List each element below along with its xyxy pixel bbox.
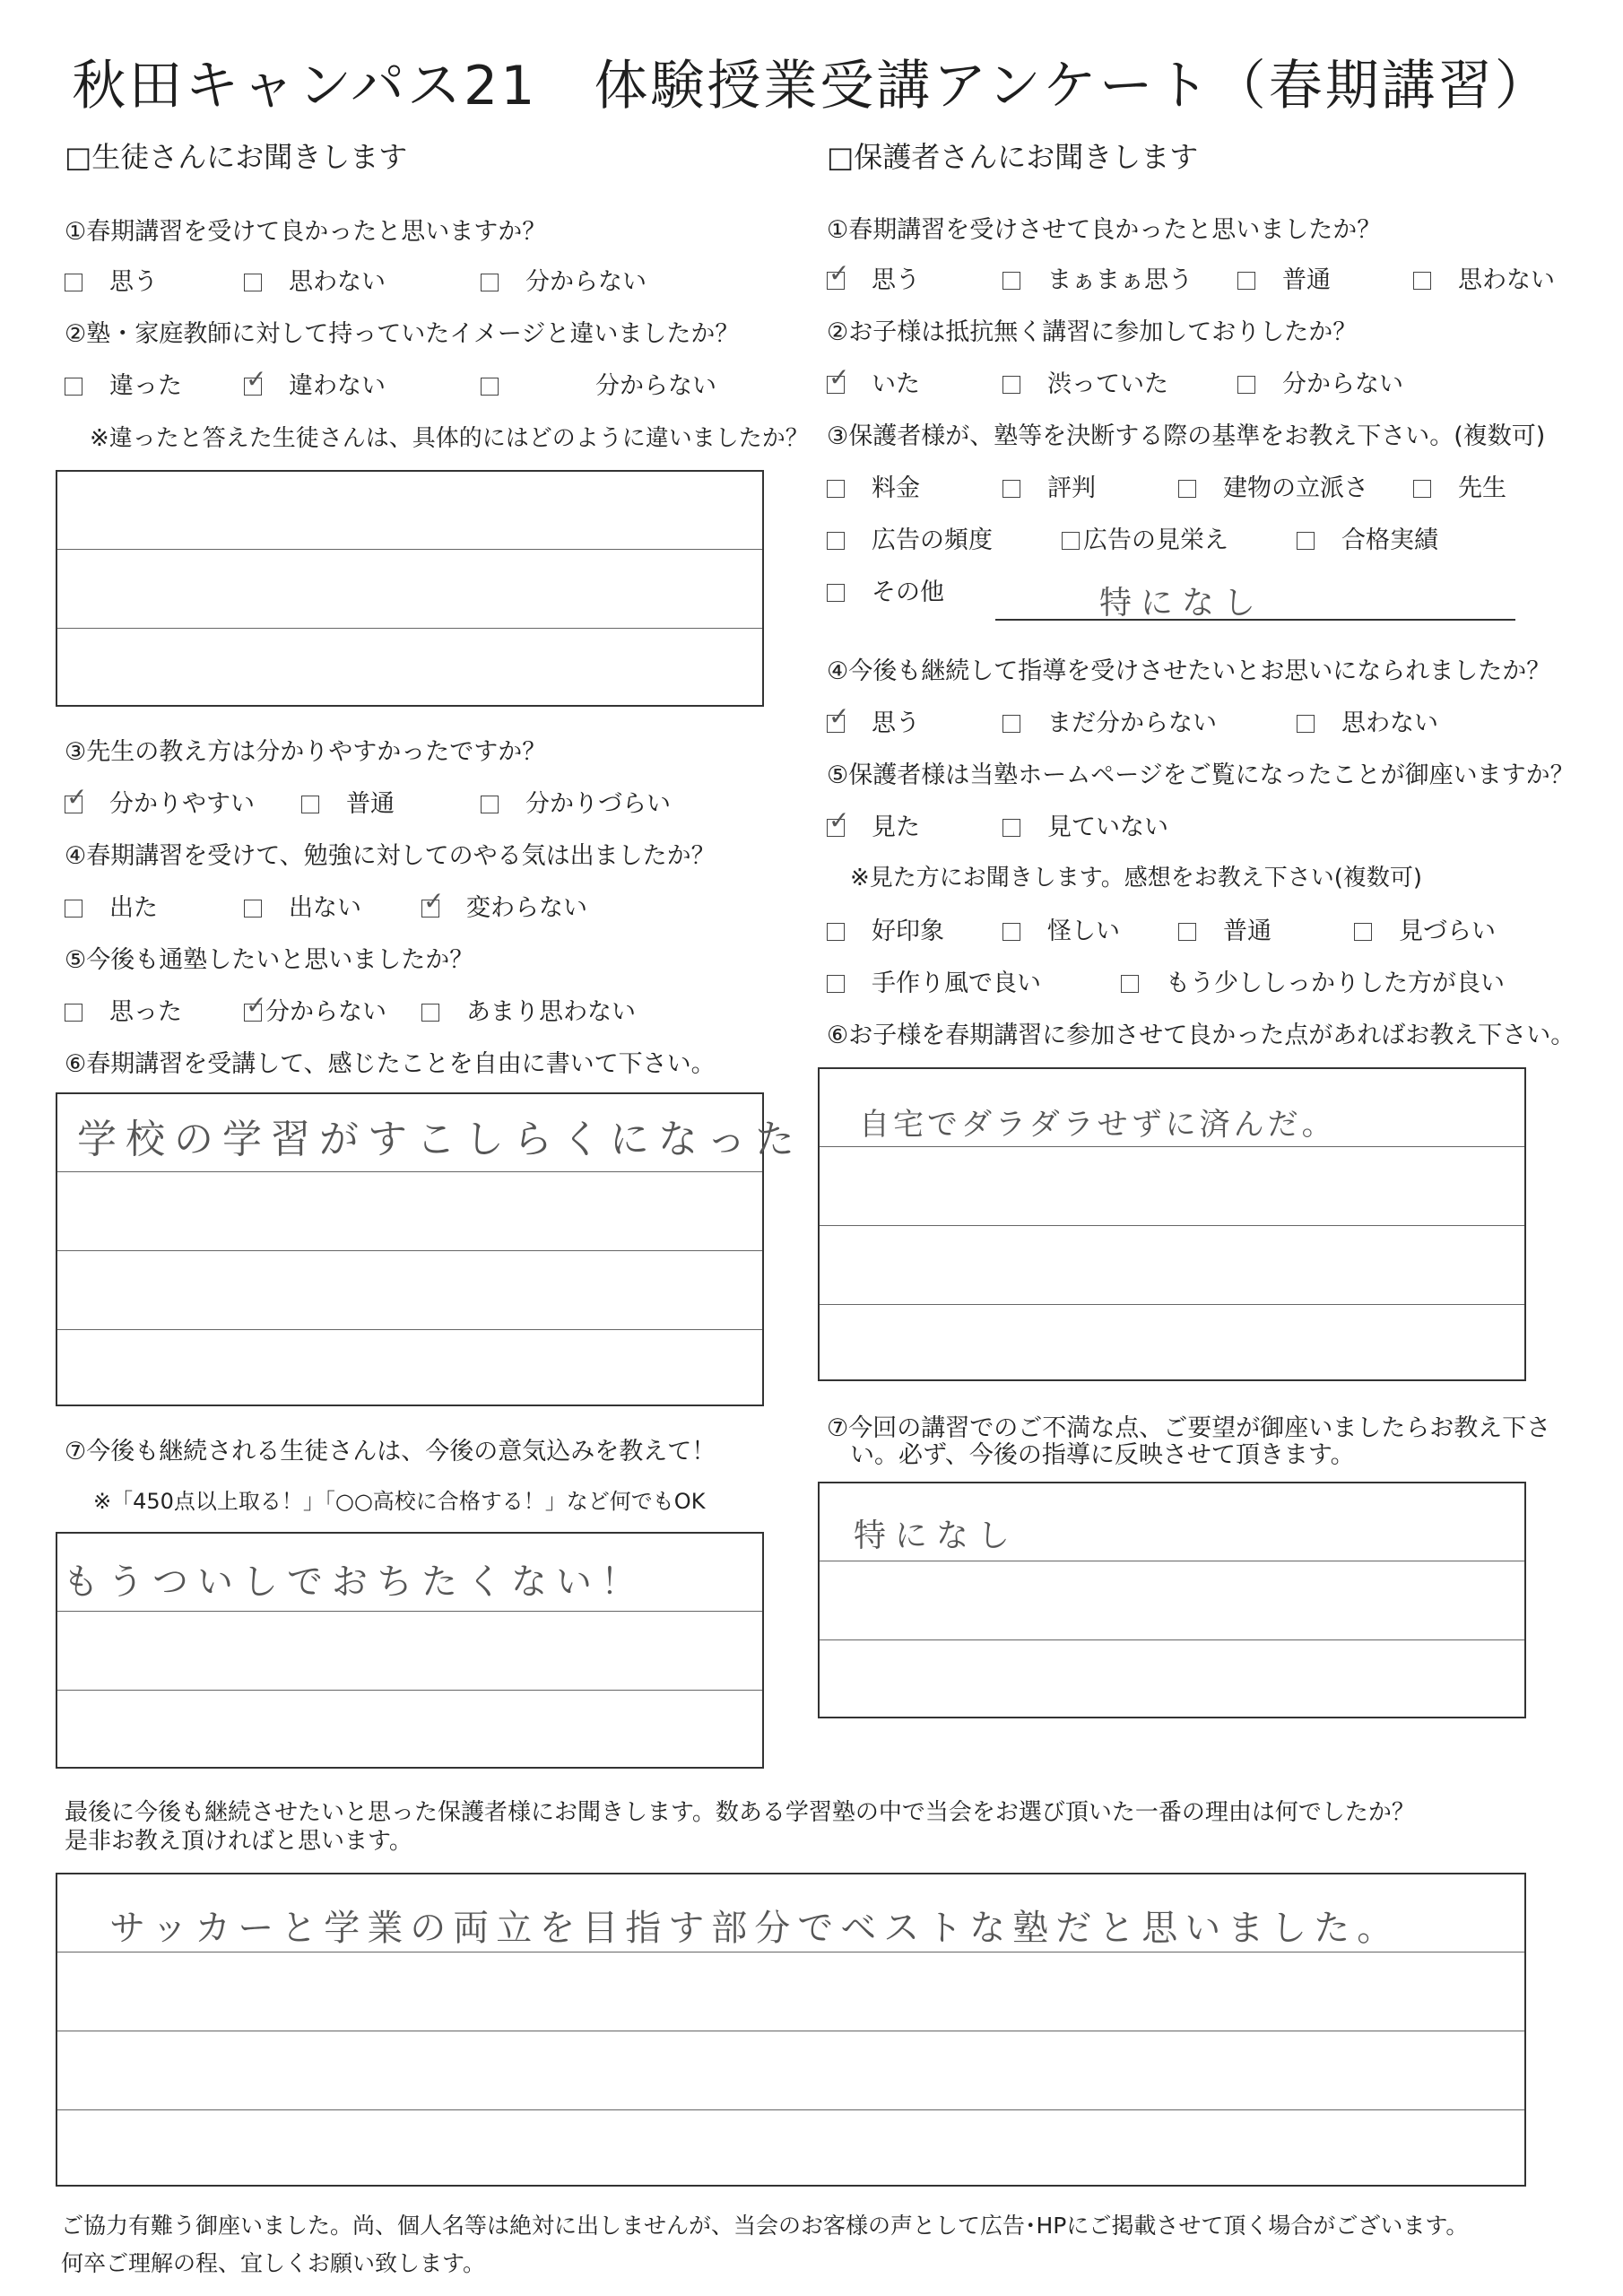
parent-q1-option-2[interactable]: まぁまぁ思う	[1002, 260, 1193, 295]
checkbox-checked[interactable]	[827, 805, 850, 837]
student-q5-option-3[interactable]: あまり思わない	[421, 992, 636, 1027]
final-question-line1: 最後に今後も継続させたいと思った保護者様にお聞きします。数ある学習塾の中で当会をお選び頂いた一番の理由は何でしたか？	[65, 1799, 1415, 1826]
parent-q5-text: ⑤保護者様は当塾ホームページをご覧になったことが御座いますか？	[827, 761, 1575, 789]
final-handwritten-answer: サッカーと学業の両立を目指す部分でベストな塾だと思いました。	[109, 1908, 1401, 1949]
ruled-line	[820, 1304, 1524, 1305]
ruled-line	[57, 1611, 762, 1612]
checkmark-icon: ✓	[829, 362, 850, 392]
checkbox[interactable]	[1062, 532, 1080, 550]
ruled-line	[57, 1690, 762, 1691]
student-q2-answer-box[interactable]	[56, 470, 764, 707]
checkbox[interactable]	[301, 796, 319, 813]
parent-q5-impression-6[interactable]: もう少ししっかりした方が良い	[1121, 963, 1505, 998]
student-q2-note: ※違ったと答えた生徒さんは、具体的にはどのように違いましたか？	[90, 425, 809, 452]
checkbox[interactable]	[481, 378, 499, 396]
footer-line1: ご協力有難う御座いました。尚、個人名等は絶対に出しませんが、当会のお客様の声として広告･HPにご掲載させて頂く場合がございます。	[61, 2213, 1469, 2239]
checkbox[interactable]	[827, 480, 845, 498]
student-q3-option-3[interactable]: 分かりづらい	[481, 784, 671, 819]
checkmark-icon: ✓	[829, 258, 850, 288]
parent-q4-option-1[interactable]: ✓ 思う	[829, 701, 920, 737]
parent-q7-handwritten-answer: 特になし	[854, 1518, 1020, 1554]
student-q3-option-1[interactable]: ✓ 分かりやすい	[66, 782, 255, 818]
checkbox[interactable]	[481, 274, 499, 291]
checkbox-checked[interactable]	[421, 886, 445, 918]
checkbox[interactable]	[1002, 819, 1020, 837]
checkbox[interactable]	[1178, 480, 1196, 498]
checkbox[interactable]	[1413, 272, 1431, 290]
checkmark-icon: ✓	[829, 701, 850, 731]
student-q2-option-3[interactable]: 分からない	[481, 366, 716, 401]
checkmark-icon: ✓	[246, 990, 267, 1020]
checkbox[interactable]	[1297, 532, 1315, 550]
parent-q4-option-3[interactable]: 思わない	[1297, 703, 1438, 738]
student-q7-text: ⑦今後も継続される生徒さんは、今後の意気込みを教えて！	[65, 1438, 716, 1465]
checkbox[interactable]	[1002, 480, 1020, 498]
ruled-line	[820, 1639, 1524, 1640]
checkbox[interactable]	[1002, 715, 1020, 733]
checkbox-checked[interactable]	[827, 258, 850, 290]
checkbox[interactable]	[827, 532, 845, 550]
page-title: 秋田キャンパス21 体験授業受講アンケート（春期講習）	[72, 55, 1551, 117]
parent-q2-option-1[interactable]: ✓ いた	[829, 362, 920, 398]
parent-q1-option-3[interactable]: 普通	[1237, 260, 1331, 295]
student-q1-option-1[interactable]: 思う	[65, 262, 158, 297]
checkbox[interactable]	[65, 378, 82, 396]
parent-q5-note: ※見た方にお聞きします。感想をお教え下さい(複数可)	[850, 865, 1422, 891]
checkmark-icon: ✓	[66, 782, 88, 812]
checkbox[interactable]	[1413, 480, 1431, 498]
ruled-line	[57, 628, 762, 629]
parent-q3-option-3[interactable]: 建物の立派さ	[1178, 468, 1368, 503]
parent-q3-option-1[interactable]: 料金	[827, 468, 920, 503]
student-q4-text: ④春期講習を受けて、勉強に対してのやる気は出ましたか？	[65, 842, 716, 870]
student-q2-text: ②塾・家庭教師に対して持っていたイメージと違いましたか？	[65, 320, 740, 348]
student-q4-option-3[interactable]: ✓ 変わらない	[423, 886, 587, 922]
checkbox[interactable]	[1178, 923, 1196, 941]
student-q7-handwritten-answer: もうついしでおちたくない！	[63, 1561, 646, 1603]
final-question-line2: 是非お教え頂ければと思います。	[65, 1828, 412, 1855]
checkbox[interactable]	[65, 1004, 82, 1022]
parent-q1-option-4[interactable]: 思わない	[1413, 260, 1555, 295]
ruled-line	[57, 1250, 762, 1251]
parent-q2-text: ②お子様は抵抗無く講習に参加しておりしたか？	[827, 318, 1358, 346]
student-q1-option-2[interactable]: 思わない	[244, 262, 386, 297]
parent-q3-option-5[interactable]: 広告の頻度	[827, 520, 993, 555]
parent-q6-text: ⑥お子様を春期講習に参加させて良かった点があればお教え下さい。	[827, 1022, 1575, 1049]
parent-q4-text: ④今後も継続して指導を受けさせたいとお思いになられましたか？	[827, 657, 1551, 685]
ruled-line	[57, 549, 762, 550]
checkbox[interactable]	[65, 274, 82, 291]
checkbox[interactable]	[244, 900, 262, 918]
checkbox-checked[interactable]	[244, 990, 267, 1022]
ruled-line	[57, 1171, 762, 1172]
student-q4-option-1[interactable]: 出た	[65, 888, 158, 923]
parent-q3-option-4[interactable]: 先生	[1413, 468, 1506, 503]
checkbox-checked[interactable]	[65, 782, 88, 813]
checkbox[interactable]	[1121, 975, 1139, 993]
parent-q3-option-2[interactable]: 評判	[1002, 468, 1096, 503]
student-q5-option-1[interactable]: 思った	[65, 992, 182, 1027]
parent-q5-impression-4[interactable]: 見づらい	[1354, 911, 1496, 946]
student-q6-handwritten-answer: 学校の学習がすこしらくになった	[77, 1117, 803, 1162]
ruled-line	[820, 1225, 1524, 1226]
parent-q3-option-7[interactable]: 合格実績	[1297, 520, 1438, 555]
parent-section-heading: □保護者さんにお聞きします	[827, 140, 1199, 174]
parent-q7-text-line2: い。必ず、今後の指導に反映させて頂きます。	[850, 1441, 1355, 1469]
parent-q1-option-1[interactable]: ✓ 思う	[829, 258, 920, 294]
student-q3-option-2[interactable]: 普通	[301, 784, 395, 819]
parent-q3-option-other[interactable]: その他	[827, 572, 944, 607]
parent-q2-option-2[interactable]: 渋っていた	[1002, 364, 1168, 399]
student-q2-option-2[interactable]: ✓ 違わない	[246, 364, 386, 400]
checkbox-checked[interactable]	[244, 364, 267, 396]
checkbox[interactable]	[827, 584, 845, 602]
checkbox[interactable]	[1002, 923, 1020, 941]
student-q7-note: ※「450点以上取る！」「○○高校に合格する！」など何でもOK	[93, 1489, 706, 1514]
student-q3-text: ③先生の教え方は分かりやすかったですか？	[65, 738, 547, 766]
checkbox[interactable]	[827, 923, 845, 941]
checkbox[interactable]	[1002, 376, 1020, 394]
parent-q7-text-line1: ⑦今回の講習でのご不満な点、ご要望が御座いましたらお教え下さ	[827, 1414, 1551, 1442]
checkmark-icon: ✓	[246, 364, 267, 394]
student-q2-option-1[interactable]: 違った	[65, 366, 182, 401]
checkbox[interactable]	[421, 1004, 439, 1022]
parent-q5-option-1[interactable]: ✓ 見た	[829, 805, 920, 841]
parent-q3-option-6[interactable]: 広告の見栄え	[1062, 520, 1228, 555]
checkbox-checked[interactable]	[827, 362, 850, 394]
parent-q3-other-handwritten-answer: 特になし	[1099, 585, 1265, 622]
checkbox[interactable]	[1297, 715, 1315, 733]
student-q1-option-3[interactable]: 分からない	[481, 262, 647, 297]
parent-q5-impression-1[interactable]: 好印象	[827, 911, 944, 946]
checkbox[interactable]	[244, 274, 262, 291]
parent-q1-text: ①春期講習を受けさせて良かったと思いましたか？	[827, 216, 1382, 244]
parent-q5-impression-3[interactable]: 普通	[1178, 911, 1271, 946]
checkbox[interactable]	[827, 975, 845, 993]
student-q6-text: ⑥春期講習を受講して、感じたことを自由に書いて下さい。	[65, 1050, 716, 1078]
checkbox[interactable]	[1354, 923, 1372, 941]
parent-q5-option-2[interactable]: 見ていない	[1002, 807, 1168, 842]
checkbox[interactable]	[1237, 272, 1255, 290]
parent-q5-impression-5[interactable]: 手作り風で良い	[827, 963, 1041, 998]
ruled-line	[820, 1146, 1524, 1147]
student-section-heading: □生徒さんにお聞きします	[65, 140, 408, 174]
checkbox[interactable]	[65, 900, 82, 918]
checkbox-checked[interactable]	[827, 701, 850, 733]
checkmark-icon: ✓	[829, 805, 850, 835]
parent-q4-option-2[interactable]: まだ分からない	[1002, 703, 1217, 738]
student-q1-text: ①春期講習を受けて良かったと思いますか？	[65, 218, 547, 246]
checkmark-icon: ✓	[423, 886, 445, 916]
checkbox[interactable]	[1237, 376, 1255, 394]
parent-q3-text: ③保護者様が、塾等を決断する際の基準をお教え下さい。(複数可)	[827, 422, 1546, 450]
checkbox[interactable]	[1002, 272, 1020, 290]
ruled-line	[57, 2109, 1524, 2110]
student-q5-option-2[interactable]: ✓ 分からない	[246, 990, 386, 1026]
parent-q2-option-3[interactable]: 分からない	[1237, 364, 1403, 399]
parent-q5-impression-2[interactable]: 怪しい	[1002, 911, 1120, 946]
ruled-line	[57, 1329, 762, 1330]
student-q4-option-2[interactable]: 出ない	[244, 888, 361, 923]
footer-line2: 何卒ご理解の程、宜しくお願い致します。	[61, 2250, 486, 2276]
checkbox[interactable]	[481, 796, 499, 813]
student-q5-text: ⑤今後も通塾したいと思いましたか？	[65, 946, 474, 974]
parent-q6-handwritten-answer: 自宅でダラダラせずに済んだ。	[859, 1107, 1336, 1143]
